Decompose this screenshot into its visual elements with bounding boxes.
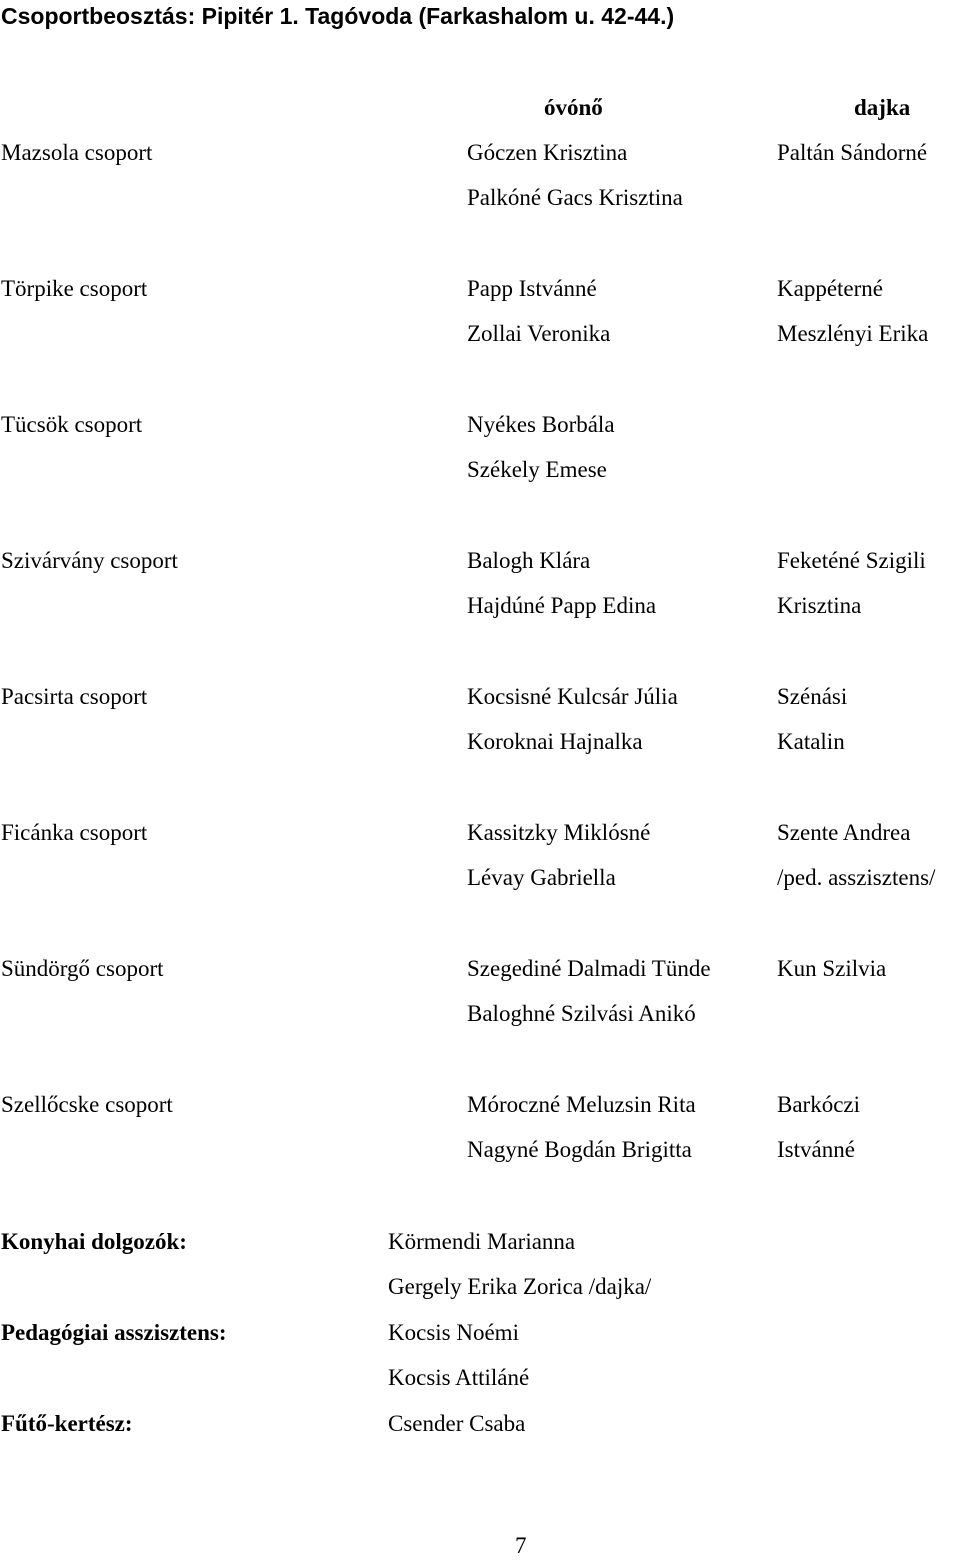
page-title: Csoportbeosztás: Pipitér 1. Tagóvoda (Farkashalom u. 42-44.) [1, 3, 675, 29]
ovono-mazsola-1: Góczen Krisztina [467, 140, 628, 165]
dajka-szivarvany-1: Feketéné Szigili [777, 548, 926, 573]
ovono-torpike-2: Zollai Veronika [467, 321, 611, 346]
header-dajka: dajka [854, 95, 911, 120]
group-name-pacsirta: Pacsirta csoport [1, 684, 148, 709]
group-name-torpike: Törpike csoport [1, 276, 148, 301]
dajka-szivarvany-2: Krisztina [777, 593, 862, 618]
kitchen-staff-1: Körmendi Marianna [388, 1229, 576, 1254]
dajka-pacsirta-2: Katalin [777, 729, 845, 754]
ovono-pacsirta-2: Koroknai Hajnalka [467, 729, 643, 754]
dajka-szellocske-1: Barkóczi [777, 1092, 861, 1117]
group-name-sundorgo: Sündörgő csoport [1, 956, 164, 981]
ovono-szellocske-1: Móroczné Meluzsin Rita [467, 1092, 696, 1117]
group-name-ficanka: Ficánka csoport [1, 820, 148, 845]
group-name-szivarvany: Szivárvány csoport [1, 548, 178, 573]
ovono-tucsok-2: Székely Emese [467, 457, 607, 482]
ovono-ficanka-2: Lévay Gabriella [467, 865, 616, 890]
ovono-szivarvany-1: Balogh Klára [467, 548, 591, 573]
header-ovono: óvónő [544, 95, 603, 120]
pedagogical-assistant-2: Kocsis Attiláné [388, 1365, 530, 1390]
group-name-mazsola: Mazsola csoport [1, 140, 153, 165]
dajka-ficanka-2: /ped. asszisztens/ [777, 865, 936, 890]
page-number: 7 [515, 1533, 527, 1558]
kitchen-staff-label: Konyhai dolgozók: [1, 1229, 187, 1254]
group-name-szellocske: Szellőcske csoport [1, 1092, 173, 1117]
ovono-szivarvany-2: Hajdúné Papp Edina [467, 593, 657, 618]
caretaker-label: Fűtő-kertész: [1, 1411, 133, 1436]
ovono-szellocske-2: Nagyné Bogdán Brigitta [467, 1137, 692, 1162]
kitchen-staff-2: Gergely Erika Zorica /dajka/ [388, 1274, 652, 1299]
dajka-ficanka-1: Szente Andrea [777, 820, 911, 845]
caretaker-1: Csender Csaba [388, 1411, 526, 1436]
dajka-szellocske-2: Istvánné [777, 1137, 855, 1162]
ovono-ficanka-1: Kassitzky Miklósné [467, 820, 651, 845]
ovono-sundorgo-2: Baloghné Szilvási Anikó [467, 1001, 696, 1026]
ovono-mazsola-2: Palkóné Gacs Krisztina [467, 185, 683, 210]
pedagogical-assistant-1: Kocsis Noémi [388, 1320, 519, 1345]
dajka-torpike-2: Meszlényi Erika [777, 321, 929, 346]
ovono-tucsok-1: Nyékes Borbála [467, 412, 615, 437]
ovono-pacsirta-1: Kocsisné Kulcsár Júlia [467, 684, 678, 709]
pedagogical-assistant-label: Pedagógiai asszisztens: [1, 1320, 227, 1345]
dajka-mazsola-1: Paltán Sándorné [777, 140, 928, 165]
ovono-torpike-1: Papp Istvánné [467, 276, 597, 301]
group-name-tucsok: Tücsök csoport [1, 412, 143, 437]
ovono-sundorgo-1: Szegediné Dalmadi Tünde [467, 956, 711, 981]
dajka-torpike-1: Kappéterné [777, 276, 883, 301]
dajka-sundorgo-1: Kun Szilvia [777, 956, 887, 981]
dajka-pacsirta-1: Szénási [777, 684, 848, 709]
